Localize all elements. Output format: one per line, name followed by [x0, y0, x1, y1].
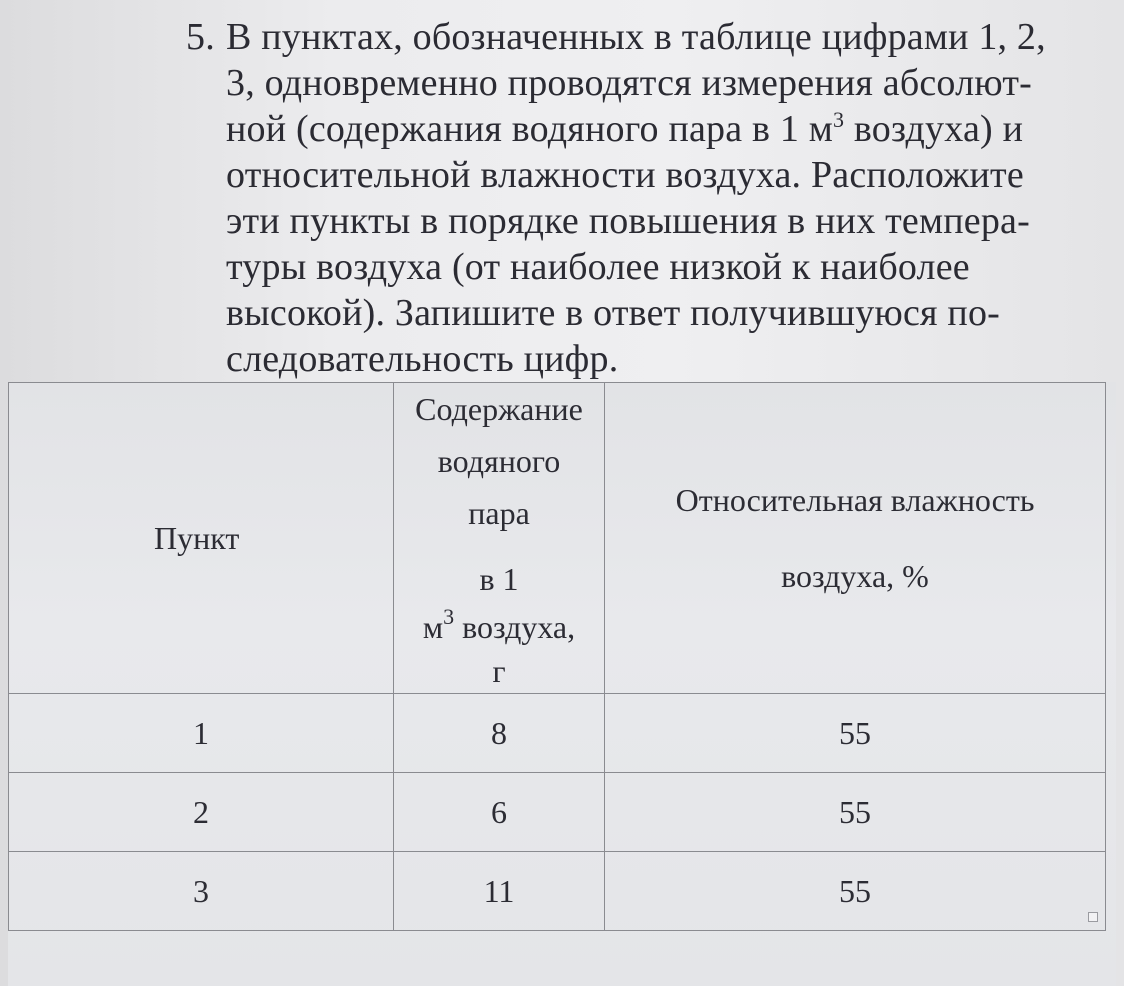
header-humidity: [605, 383, 1106, 694]
task-line-3-a: ной (содержания водяного пара в 1 м: [226, 108, 834, 150]
header-vapor-line-5: [394, 605, 604, 649]
table-header-row: [9, 383, 1106, 694]
data-table: [8, 382, 1106, 931]
header-vapor-superscript: 3: [443, 604, 455, 629]
task-line-3: [226, 106, 1096, 152]
cell-humidity: 55: [605, 852, 1106, 931]
task-text: [186, 14, 1096, 382]
header-humidity-line-1: Относительная влажность: [675, 482, 1035, 518]
header-point: [9, 383, 394, 694]
table-row: [9, 852, 1106, 931]
cell-vapor: 11: [394, 852, 605, 931]
header-vapor-line-6: г: [492, 653, 506, 689]
header-vapor-line-2: водяного: [437, 443, 561, 479]
header-vapor-line-5-a: м: [422, 609, 444, 645]
task-line-7: высокой). Запишите в ответ получившуюся по-: [226, 292, 1001, 334]
task-line-3-b: воздуха) и: [844, 108, 1024, 150]
task-line-6: туры воздуха (от наиболее низкой к наиболее: [226, 246, 970, 288]
superscript-3: 3: [833, 107, 845, 132]
cell-humidity: 55: [605, 694, 1106, 773]
task-line-2: 3, одновременно проводятся измерения абсолют-: [226, 62, 1033, 104]
cell-vapor: 6: [394, 773, 605, 852]
header-vapor: [394, 383, 605, 694]
header-humidity-line-2: воздуха, %: [781, 558, 929, 594]
header-point-label: Пункт: [154, 520, 240, 556]
cell-humidity: 55: [605, 773, 1106, 852]
cell-vapor: 8: [394, 694, 605, 773]
cell-point: 1: [9, 694, 394, 773]
task-line-1: В пунктах, обозначенных в таблице цифрами 1, 2,: [226, 16, 1046, 58]
table-row: [9, 694, 1106, 773]
header-vapor-line-5-b: воздуха,: [454, 609, 576, 645]
task-number: 5.: [186, 16, 215, 58]
task-line-4: относительной влажности воздуха. Расположите: [226, 154, 1024, 196]
task-body: [226, 14, 1096, 382]
task-line-5: эти пункты в порядке повышения в них темпера-: [226, 200, 1030, 242]
header-vapor-line-1: Содержание: [415, 391, 583, 427]
table-resize-handle[interactable]: [1088, 912, 1098, 922]
header-vapor-line-3: пара: [468, 495, 530, 531]
table-row: [9, 773, 1106, 852]
cell-point: 3: [9, 852, 394, 931]
task-line-8: следовательность цифр.: [226, 338, 619, 380]
cell-point: 2: [9, 773, 394, 852]
header-vapor-line-4: в 1: [479, 561, 519, 597]
